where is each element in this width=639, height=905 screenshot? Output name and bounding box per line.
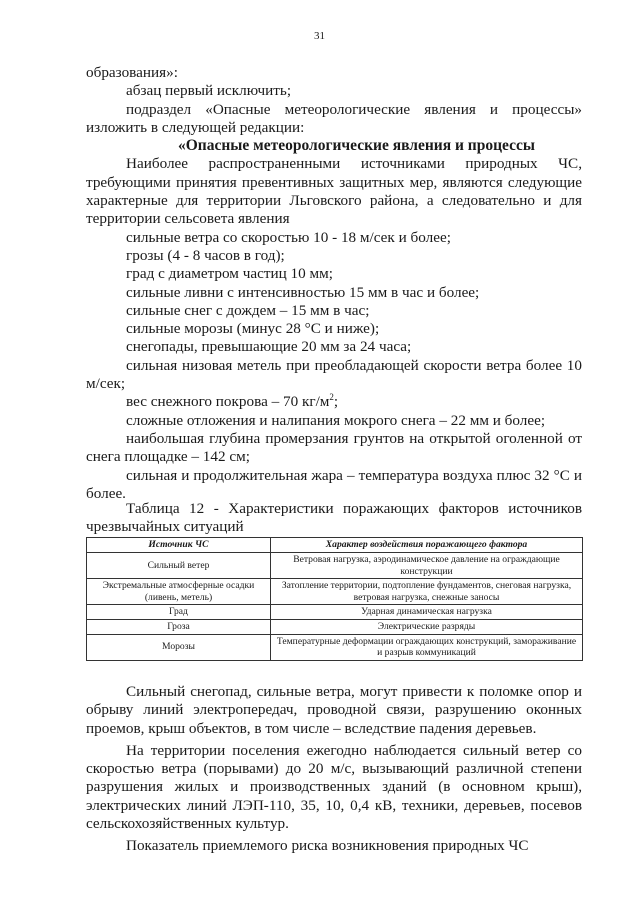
paragraph: абзац первый исключить; xyxy=(126,82,292,100)
table-cell: Затопление территории, подтопление фундаментов, снеговая нагрузка, ветровая нагрузка, снежные заносы xyxy=(271,579,583,605)
table-cell: Ударная динамическая нагрузка xyxy=(271,605,583,620)
list-item: грозы (4 - 8 часов в год); xyxy=(126,246,285,264)
section-heading: «Опасные метеорологические явления и процессы xyxy=(178,137,535,155)
list-item: сильная низовая метель при преобладающей скорости ветра более 10 м/сек; xyxy=(86,356,582,393)
table-row xyxy=(87,579,583,605)
list-item: сильные морозы (минус 28 °С и ниже); xyxy=(126,320,380,338)
table-header-cell: Источник ЧС xyxy=(87,538,271,553)
table-caption xyxy=(86,500,582,536)
body-text-bottom xyxy=(86,683,582,856)
table-cell: Сильный ветер xyxy=(87,553,271,579)
table-cell: Ветровая нагрузка, аэродинамическое давление на ограждающие конструкции xyxy=(271,553,583,579)
list-item: сильные ливни с интенсивностью 15 мм в час и более; xyxy=(126,283,480,301)
list-item xyxy=(86,393,582,411)
table-row xyxy=(87,553,583,579)
table-cell: Гроза xyxy=(87,619,271,634)
paragraph: На территории поселения ежегодно наблюдается сильный ветер со скоростью ветра (порывами) до 20 м/с, вызывающий различной степени разрушения жилых и производственных зданий (в основном крыш), электрических линий ЛЭП-110, 35, 10, 0,4 кВ, техники, деревьев, посевов сельскохозяйственных культур. xyxy=(86,741,582,833)
paragraph: Сильный снегопад, сильные ветра, могут привести к поломке опор и обрыву линий электропередач, проводной связи, разрушению оконных проемов, крыш объектов, в том числе – вследствие падения деревьев. xyxy=(86,683,582,737)
list-item: град с диаметром частиц 10 мм; xyxy=(126,265,333,283)
table-header-cell: Характер воздействия поражающего фактора xyxy=(271,538,583,553)
list-item-tail: ; xyxy=(333,393,339,411)
page-number: 31 xyxy=(314,30,325,42)
paragraph: Наиболее распространенными источниками природных ЧС, требующими принятия превентивных защитных мер, являются следующие характерные для территории Льговского района, а следовательно и для территории сельсовета явления xyxy=(86,155,582,228)
table-cell: Град xyxy=(87,605,271,620)
list-item: сложные отложения и налипания мокрого снега – 22 мм и более; xyxy=(126,411,546,429)
list-item: наибольшая глубина промерзания грунтов на открытой оголенной от снега площадке – 142 см; xyxy=(86,429,582,466)
superscript: 2 xyxy=(329,392,334,403)
paragraph: образования»: xyxy=(86,64,178,81)
table-row xyxy=(87,634,583,660)
table-row xyxy=(87,619,583,634)
list-item-text: вес снежного покрова – 70 кг/м xyxy=(126,393,330,411)
table-header-row xyxy=(87,538,583,553)
table-cell: Электрические разряды xyxy=(271,619,583,634)
hazard-factors-table xyxy=(86,537,583,661)
table-cell: Экстремальные атмосферные осадки (ливень, метель) xyxy=(87,579,271,605)
body-text-top xyxy=(86,64,582,503)
table-row xyxy=(87,605,583,620)
paragraph: Показатель приемлемого риска возникновения природных ЧС xyxy=(126,837,529,855)
table-caption-text: Таблица 12 - Характеристики поражающих факторов источников чрезвычайных ситуаций xyxy=(86,500,582,535)
list-item: снегопады, превышающие 20 мм за 24 часа; xyxy=(126,338,412,356)
list-item: сильные снег с дождем – 15 мм в час; xyxy=(126,301,370,319)
table-cell: Температурные деформации ограждающих конструкций, замораживание и разрыв коммуникаций xyxy=(271,634,583,660)
list-item: сильные ветра со скоростью 10 - 18 м/сек и более; xyxy=(126,228,451,246)
table-cell: Морозы xyxy=(87,634,271,660)
paragraph: подраздел «Опасные метеорологические явления и процессы» изложить в следующей редакции: xyxy=(86,100,582,136)
list-item: сильная и продолжительная жара – температура воздуха плюс 32 °С и более. xyxy=(86,466,582,502)
